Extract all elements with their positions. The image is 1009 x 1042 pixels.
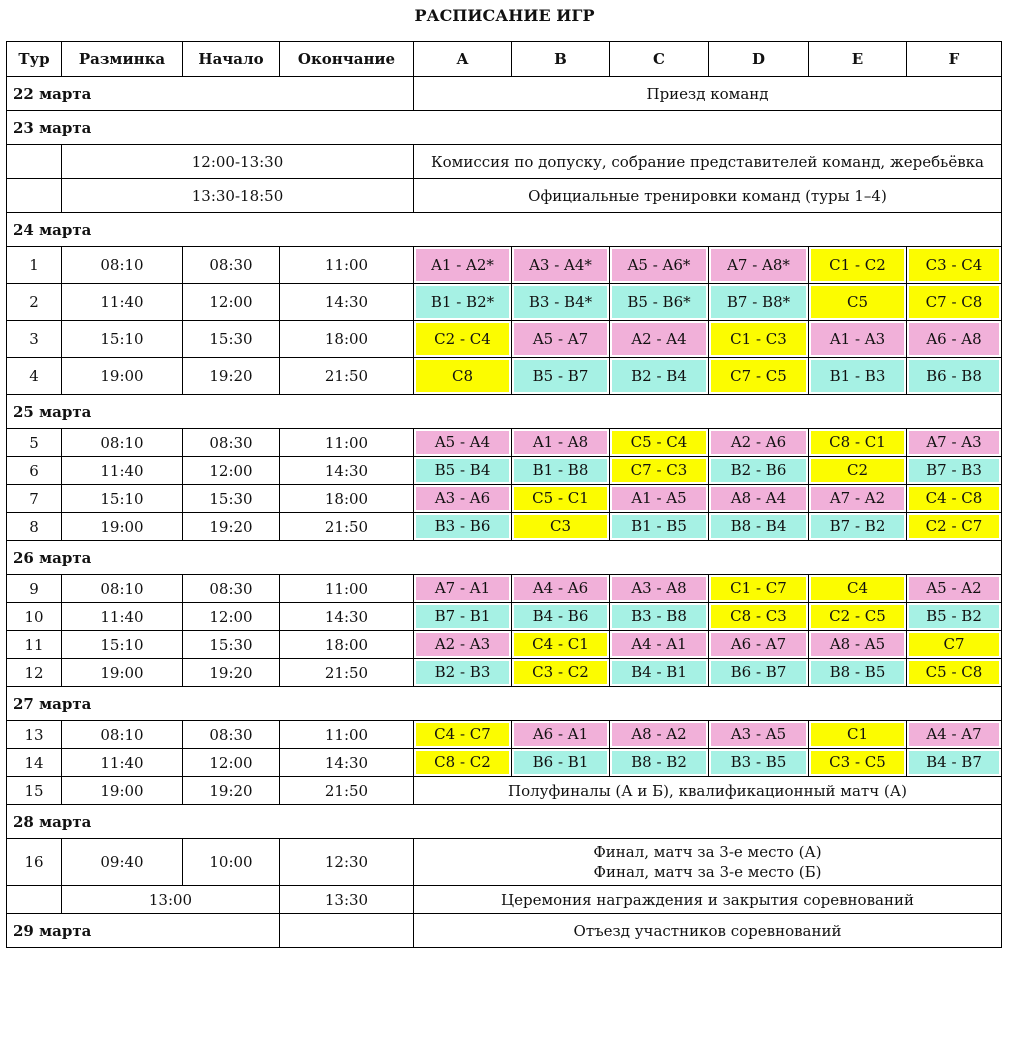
- tour-row: [7, 575, 1002, 603]
- page-title: РАСПИСАНИЕ ИГР: [414, 6, 595, 25]
- game-cell-b: [512, 513, 610, 541]
- game-cell-f: [907, 429, 1002, 457]
- day-date: 23 марта: [7, 111, 1002, 145]
- col-header-warmup: Разминка: [62, 42, 183, 77]
- start-time: 08:30: [183, 247, 280, 284]
- end-time: 21:50: [280, 358, 414, 395]
- day-header-row: [7, 111, 1002, 145]
- game-pairing: B5 - B4: [416, 459, 509, 482]
- game-cell-b: [512, 457, 610, 485]
- game-cell-b: [512, 631, 610, 659]
- day-header-row: [7, 395, 1002, 429]
- game-cell-a: [414, 631, 512, 659]
- day-header-row: [7, 541, 1002, 575]
- game-pairing: A5 - A6*: [612, 249, 706, 281]
- game-cell-f: [907, 659, 1002, 687]
- start-time: 12:00: [183, 603, 280, 631]
- game-pairing: B4 - B1: [612, 661, 706, 684]
- tour-number: 11: [7, 631, 62, 659]
- game-pairing: C3 - C5: [811, 751, 904, 774]
- game-cell-e: [809, 321, 907, 358]
- day-header-row: [7, 914, 1002, 948]
- game-cell-d: [709, 721, 809, 749]
- game-cell-c: [610, 749, 709, 777]
- game-pairing: A5 - A7: [514, 323, 607, 355]
- game-pairing: A2 - A3: [416, 633, 509, 656]
- tour-row: [7, 513, 1002, 541]
- warmup-time: 19:00: [62, 513, 183, 541]
- game-pairing: C3: [514, 515, 607, 538]
- game-pairing: A8 - A5: [811, 633, 904, 656]
- warmup-time: 08:10: [62, 429, 183, 457]
- final-note-b: Финал, матч за 3-е место (Б): [593, 863, 822, 881]
- tour-row: [7, 321, 1002, 358]
- event-note: Комиссия по допуску, собрание представителей команд, жеребьёвка: [414, 145, 1002, 179]
- tour-number: 6: [7, 457, 62, 485]
- ceremony-end: 13:30: [280, 886, 414, 914]
- day-date: 22 марта: [7, 77, 414, 111]
- game-pairing: C5 - C4: [612, 431, 706, 454]
- end-time: 12:30: [280, 839, 414, 886]
- warmup-time: 08:10: [62, 247, 183, 284]
- final-row: [7, 839, 1002, 886]
- warmup-time: 11:40: [62, 284, 183, 321]
- game-cell-a: [414, 429, 512, 457]
- end-time: 11:00: [280, 247, 414, 284]
- end-time: 14:30: [280, 457, 414, 485]
- tour-row: [7, 247, 1002, 284]
- game-cell-e: [809, 575, 907, 603]
- tour-number: 5: [7, 429, 62, 457]
- game-pairing: A5 - A2: [909, 577, 999, 600]
- game-cell-f: [907, 631, 1002, 659]
- game-cell-e: [809, 603, 907, 631]
- game-cell-e: [809, 513, 907, 541]
- start-time: 12:00: [183, 749, 280, 777]
- game-pairing: A4 - A6: [514, 577, 607, 600]
- game-cell-d: [709, 575, 809, 603]
- game-pairing: C5 - C1: [514, 487, 607, 510]
- warmup-time: 15:10: [62, 631, 183, 659]
- game-pairing: C7: [909, 633, 999, 656]
- game-pairing: C1 - C2: [811, 249, 904, 281]
- event-row: [7, 145, 1002, 179]
- tour-number: 8: [7, 513, 62, 541]
- end-time: 18:00: [280, 631, 414, 659]
- game-cell-b: [512, 485, 610, 513]
- game-pairing: A8 - A4: [711, 487, 806, 510]
- game-pairing: A7 - A1: [416, 577, 509, 600]
- game-pairing: A1 - A5: [612, 487, 706, 510]
- game-cell-b: [512, 358, 610, 395]
- game-cell-b: [512, 247, 610, 284]
- game-cell-a: [414, 749, 512, 777]
- tour-number: 1: [7, 247, 62, 284]
- tour-row: [7, 721, 1002, 749]
- empty-cell: [7, 179, 62, 213]
- game-pairing: B3 - B6: [416, 515, 509, 538]
- ceremony-start: 13:00: [62, 886, 280, 914]
- game-pairing: C7 - C8: [909, 286, 999, 318]
- game-cell-e: [809, 749, 907, 777]
- start-time: 08:30: [183, 721, 280, 749]
- game-pairing: A6 - A8: [909, 323, 999, 355]
- tour-note: Полуфиналы (А и Б), квалификационный матч (А): [414, 777, 1002, 805]
- final-note-a: Финал, матч за 3-е место (А): [593, 843, 822, 861]
- game-pairing: C5 - C8: [909, 661, 999, 684]
- game-pairing: B7 - B1: [416, 605, 509, 628]
- tour-number: 9: [7, 575, 62, 603]
- game-pairing: C4 - C7: [416, 723, 509, 746]
- game-cell-e: [809, 659, 907, 687]
- tour-row: [7, 603, 1002, 631]
- tour-row: [7, 429, 1002, 457]
- game-cell-d: [709, 457, 809, 485]
- game-pairing: A2 - A4: [612, 323, 706, 355]
- game-pairing: C7 - C3: [612, 459, 706, 482]
- col-header-start: Начало: [183, 42, 280, 77]
- game-pairing: A3 - A5: [711, 723, 806, 746]
- game-cell-d: [709, 485, 809, 513]
- game-cell-c: [610, 575, 709, 603]
- end-time: 14:30: [280, 749, 414, 777]
- warmup-time: 08:10: [62, 575, 183, 603]
- game-cell-d: [709, 513, 809, 541]
- day-header-row: [7, 77, 1002, 111]
- game-cell-a: [414, 321, 512, 358]
- game-cell-c: [610, 457, 709, 485]
- game-cell-a: [414, 457, 512, 485]
- game-cell-b: [512, 749, 610, 777]
- game-cell-e: [809, 358, 907, 395]
- day-date: 24 марта: [7, 213, 1002, 247]
- game-pairing: C1: [811, 723, 904, 746]
- game-pairing: B1 - B8: [514, 459, 607, 482]
- game-pairing: A3 - A4*: [514, 249, 607, 281]
- tour-number: 15: [7, 777, 62, 805]
- game-pairing: C2: [811, 459, 904, 482]
- header-row: [7, 42, 1002, 77]
- game-cell-d: [709, 247, 809, 284]
- event-row: [7, 179, 1002, 213]
- game-cell-a: [414, 247, 512, 284]
- start-time: 15:30: [183, 631, 280, 659]
- tour-row: [7, 659, 1002, 687]
- game-pairing: C8 - C1: [811, 431, 904, 454]
- game-pairing: B1 - B2*: [416, 286, 509, 318]
- game-cell-c: [610, 603, 709, 631]
- tour-number: 13: [7, 721, 62, 749]
- start-time: 08:30: [183, 429, 280, 457]
- game-cell-e: [809, 721, 907, 749]
- game-cell-e: [809, 247, 907, 284]
- end-time: 21:50: [280, 659, 414, 687]
- end-time: 18:00: [280, 321, 414, 358]
- game-pairing: C1 - C3: [711, 323, 806, 355]
- start-time: 15:30: [183, 485, 280, 513]
- warmup-time: 09:40: [62, 839, 183, 886]
- game-pairing: C3 - C4: [909, 249, 999, 281]
- day-note: Приезд команд: [414, 77, 1002, 111]
- day-note: Отъезд участников соревнований: [414, 914, 1002, 948]
- game-pairing: A4 - A7: [909, 723, 999, 746]
- game-pairing: C4 - C8: [909, 487, 999, 510]
- game-pairing: B8 - B5: [811, 661, 904, 684]
- game-pairing: A1 - A3: [811, 323, 904, 355]
- game-pairing: C8 - C2: [416, 751, 509, 774]
- game-cell-f: [907, 603, 1002, 631]
- game-cell-a: [414, 358, 512, 395]
- tour-number: 2: [7, 284, 62, 321]
- game-cell-b: [512, 721, 610, 749]
- game-cell-b: [512, 321, 610, 358]
- game-cell-f: [907, 721, 1002, 749]
- game-cell-e: [809, 429, 907, 457]
- game-pairing: B8 - B2: [612, 751, 706, 774]
- game-cell-a: [414, 659, 512, 687]
- start-time: 19:20: [183, 358, 280, 395]
- warmup-time: 19:00: [62, 777, 183, 805]
- tour-number: 4: [7, 358, 62, 395]
- empty-cell: [7, 145, 62, 179]
- game-cell-b: [512, 603, 610, 631]
- tour-row: [7, 457, 1002, 485]
- empty-cell: [7, 886, 62, 914]
- game-pairing: A6 - A7: [711, 633, 806, 656]
- game-pairing: C1 - C7: [711, 577, 806, 600]
- game-cell-b: [512, 284, 610, 321]
- warmup-time: 11:40: [62, 457, 183, 485]
- start-time: 19:20: [183, 513, 280, 541]
- end-time: 21:50: [280, 777, 414, 805]
- game-cell-c: [610, 631, 709, 659]
- game-cell-a: [414, 284, 512, 321]
- game-cell-d: [709, 749, 809, 777]
- game-pairing: B7 - B2: [811, 515, 904, 538]
- game-pairing: C8: [416, 360, 509, 392]
- col-header-e: E: [809, 42, 907, 77]
- day-date: 29 марта: [7, 914, 280, 948]
- tour-number: 12: [7, 659, 62, 687]
- game-cell-f: [907, 247, 1002, 284]
- game-pairing: A2 - A6: [711, 431, 806, 454]
- schedule-table: [6, 41, 1002, 948]
- final-note: [414, 839, 1002, 886]
- game-cell-f: [907, 358, 1002, 395]
- game-pairing: B4 - B7: [909, 751, 999, 774]
- game-cell-d: [709, 284, 809, 321]
- game-pairing: A7 - A8*: [711, 249, 806, 281]
- day-date: 25 марта: [7, 395, 1002, 429]
- game-cell-b: [512, 429, 610, 457]
- start-time: 10:00: [183, 839, 280, 886]
- game-cell-d: [709, 358, 809, 395]
- tour-number: 14: [7, 749, 62, 777]
- warmup-time: 08:10: [62, 721, 183, 749]
- col-header-f: F: [907, 42, 1002, 77]
- game-cell-f: [907, 513, 1002, 541]
- game-pairing: C4 - C1: [514, 633, 607, 656]
- event-note: Официальные тренировки команд (туры 1–4): [414, 179, 1002, 213]
- game-pairing: B1 - B5: [612, 515, 706, 538]
- warmup-time: 15:10: [62, 485, 183, 513]
- game-cell-d: [709, 631, 809, 659]
- game-cell-e: [809, 457, 907, 485]
- game-pairing: B2 - B4: [612, 360, 706, 392]
- warmup-time: 15:10: [62, 321, 183, 358]
- tour-row: [7, 631, 1002, 659]
- game-pairing: B1 - B3: [811, 360, 904, 392]
- game-pairing: B6 - B8: [909, 360, 999, 392]
- game-cell-f: [907, 321, 1002, 358]
- game-cell-c: [610, 321, 709, 358]
- game-cell-d: [709, 321, 809, 358]
- game-cell-f: [907, 749, 1002, 777]
- warmup-time: 11:40: [62, 749, 183, 777]
- game-pairing: C5: [811, 286, 904, 318]
- game-cell-f: [907, 457, 1002, 485]
- game-pairing: C3 - C2: [514, 661, 607, 684]
- game-cell-c: [610, 358, 709, 395]
- tour-number: 16: [7, 839, 62, 886]
- game-pairing: B3 - B4*: [514, 286, 607, 318]
- game-pairing: A5 - A4: [416, 431, 509, 454]
- game-cell-a: [414, 603, 512, 631]
- game-pairing: A8 - A2: [612, 723, 706, 746]
- game-pairing: C2 - C7: [909, 515, 999, 538]
- game-cell-e: [809, 631, 907, 659]
- game-cell-c: [610, 247, 709, 284]
- game-pairing: A7 - A3: [909, 431, 999, 454]
- game-pairing: C4: [811, 577, 904, 600]
- day-header-row: [7, 805, 1002, 839]
- col-header-d: D: [709, 42, 809, 77]
- game-pairing: A6 - A1: [514, 723, 607, 746]
- col-header-tour: Тур: [7, 42, 62, 77]
- day-date: 26 марта: [7, 541, 1002, 575]
- tour-row: [7, 749, 1002, 777]
- game-pairing: A7 - A2: [811, 487, 904, 510]
- game-pairing: B8 - B4: [711, 515, 806, 538]
- game-cell-c: [610, 485, 709, 513]
- col-header-a: A: [414, 42, 512, 77]
- game-pairing: B3 - B8: [612, 605, 706, 628]
- game-pairing: C8 - C3: [711, 605, 806, 628]
- game-cell-d: [709, 603, 809, 631]
- day-date: 28 марта: [7, 805, 1002, 839]
- game-pairing: A1 - A2*: [416, 249, 509, 281]
- start-time: 15:30: [183, 321, 280, 358]
- tour-row: [7, 358, 1002, 395]
- start-time: 19:20: [183, 777, 280, 805]
- end-time: 18:00: [280, 485, 414, 513]
- game-cell-c: [610, 429, 709, 457]
- warmup-time: 19:00: [62, 358, 183, 395]
- game-cell-b: [512, 575, 610, 603]
- game-pairing: B5 - B2: [909, 605, 999, 628]
- ceremony-row: [7, 886, 1002, 914]
- empty-cell: [280, 914, 414, 948]
- game-cell-b: [512, 659, 610, 687]
- game-pairing: A1 - A8: [514, 431, 607, 454]
- game-cell-f: [907, 284, 1002, 321]
- warmup-time: 11:40: [62, 603, 183, 631]
- game-pairing: B5 - B7: [514, 360, 607, 392]
- start-time: 19:20: [183, 659, 280, 687]
- start-time: 08:30: [183, 575, 280, 603]
- game-pairing: C2 - C4: [416, 323, 509, 355]
- game-cell-e: [809, 284, 907, 321]
- game-cell-f: [907, 575, 1002, 603]
- tour-row: [7, 485, 1002, 513]
- warmup-time: 19:00: [62, 659, 183, 687]
- game-cell-e: [809, 485, 907, 513]
- day-date: 27 марта: [7, 687, 1002, 721]
- game-pairing: B2 - B3: [416, 661, 509, 684]
- game-cell-d: [709, 659, 809, 687]
- game-cell-c: [610, 513, 709, 541]
- end-time: 11:00: [280, 575, 414, 603]
- game-cell-a: [414, 485, 512, 513]
- game-cell-a: [414, 513, 512, 541]
- game-pairing: A3 - A6: [416, 487, 509, 510]
- game-cell-a: [414, 721, 512, 749]
- game-pairing: C7 - C5: [711, 360, 806, 392]
- end-time: 11:00: [280, 429, 414, 457]
- event-time: 12:00-13:30: [62, 145, 414, 179]
- game-cell-f: [907, 485, 1002, 513]
- game-pairing: B3 - B5: [711, 751, 806, 774]
- col-header-b: B: [512, 42, 610, 77]
- game-pairing: C2 - C5: [811, 605, 904, 628]
- game-cell-d: [709, 429, 809, 457]
- col-header-end: Окончание: [280, 42, 414, 77]
- game-cell-c: [610, 721, 709, 749]
- game-cell-a: [414, 575, 512, 603]
- day-header-row: [7, 213, 1002, 247]
- game-pairing: B6 - B7: [711, 661, 806, 684]
- game-pairing: B7 - B3: [909, 459, 999, 482]
- tour-row: [7, 777, 1002, 805]
- col-header-c: C: [610, 42, 709, 77]
- end-time: 11:00: [280, 721, 414, 749]
- event-time: 13:30-18:50: [62, 179, 414, 213]
- end-time: 14:30: [280, 284, 414, 321]
- tour-number: 10: [7, 603, 62, 631]
- game-pairing: B2 - B6: [711, 459, 806, 482]
- game-pairing: B6 - B1: [514, 751, 607, 774]
- end-time: 21:50: [280, 513, 414, 541]
- schedule-body: [7, 77, 1002, 948]
- day-header-row: [7, 687, 1002, 721]
- tour-number: 3: [7, 321, 62, 358]
- tour-row: [7, 284, 1002, 321]
- start-time: 12:00: [183, 457, 280, 485]
- start-time: 12:00: [183, 284, 280, 321]
- end-time: 14:30: [280, 603, 414, 631]
- ceremony-note: Церемония награждения и закрытия соревнований: [414, 886, 1002, 914]
- game-pairing: A3 - A8: [612, 577, 706, 600]
- game-cell-c: [610, 284, 709, 321]
- game-pairing: B4 - B6: [514, 605, 607, 628]
- tour-number: 7: [7, 485, 62, 513]
- game-pairing: B7 - B8*: [711, 286, 806, 318]
- game-cell-c: [610, 659, 709, 687]
- game-pairing: A4 - A1: [612, 633, 706, 656]
- game-pairing: B5 - B6*: [612, 286, 706, 318]
